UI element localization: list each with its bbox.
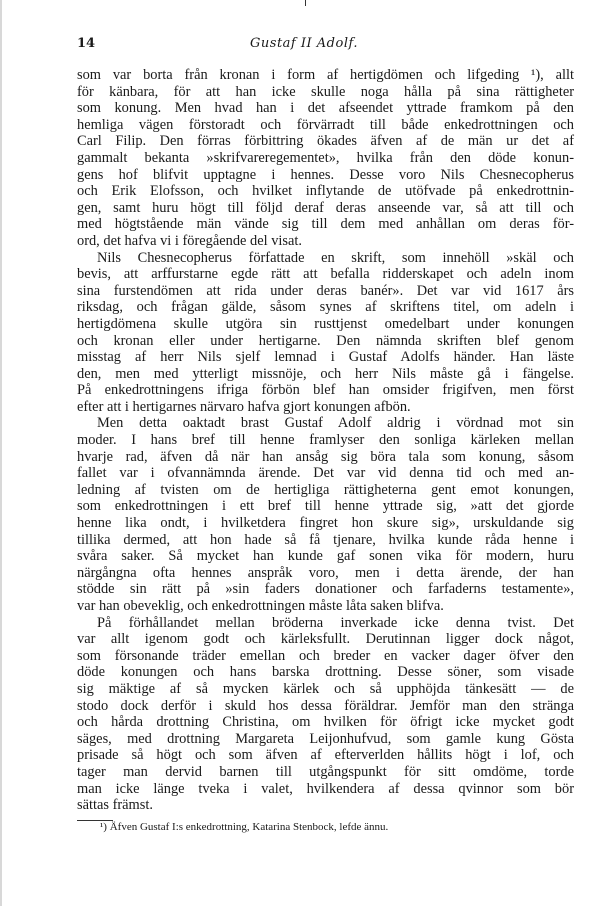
text-line: På förhållandet mellan bröderna inverkade icke denna tvist. Det: [97, 614, 574, 631]
text-line: sina furstendömen att rida under deras banér». Det var vid 1617 års: [77, 282, 574, 299]
text-line: Men detta oaktadt brast Gustaf Adolf aldrig i vördnad mot sin: [97, 415, 574, 432]
text-line: sättas främst.: [77, 797, 153, 814]
text-line: moder. I hans bref till henne framlyser den sonliga kärleken mellan: [77, 432, 574, 449]
text-line: tillika dermed, att hon hade så få tjenare, hvilka kunde råda henne i: [77, 531, 574, 548]
text-line: och kronan eller under hertigarne. Den nämnda skriften blef genom: [77, 332, 574, 349]
text-line: den, men med ytterligt missnöje, och herr Nils måste gå i fängelse.: [77, 365, 574, 382]
text-line: gen, samt huru högt till följd deraf deras anseende var, så att till och: [77, 199, 574, 216]
text-line: var han obeveklig, och enkedrottningen måste låta saken blifva.: [77, 598, 444, 614]
page-number: 14: [77, 36, 96, 51]
text-line: Carl Filip. Den förras förbittring ökades äfven af de män ur det af: [77, 133, 574, 150]
text-line: ord, det hafva vi i föregående del visat.: [77, 232, 302, 249]
text-line: efter att i hertigarnes närvaro hafva gjort konungen afbön.: [77, 398, 411, 415]
text-line: och Erik Elofsson, och hvilket inflytande de utöfvade på enkedrottnin-: [77, 183, 574, 200]
text-line: närgångna ofta hennes anspråk voro, men i detta ärende, der han: [77, 564, 574, 581]
text-line: misstag af herr Nils sjelf lemnad i Gustaf Adolfs händer. Han läste: [77, 349, 574, 366]
text-line: gens hof blifvit upptagne i hennes. Desse voro Nils Chesnecopherus: [77, 166, 574, 183]
text-line: bevis, att arffurstarne egde rätt att befalla ridderskapet och adeln inom: [77, 266, 574, 283]
text-line: stodo dock derför i skuld hos dessa föräldrar. Jemför man den stränga: [77, 697, 574, 714]
text-line: döde konungen och hans barska drottning. Desse söner, som visade: [77, 664, 574, 681]
text-line: med högtstående män vände sig till dem med anhållan om deras för-: [77, 216, 574, 233]
text-line: för känbara, för att han icke skulle noga hålla på sina rättigheter: [77, 83, 574, 100]
text-line: som enkedrottningen i ett bref till henne yttrade sig, »att det gjorde: [77, 498, 574, 515]
text-line: gammalt bekanta »skrifvareregementet», hvilka från den döde konun-: [77, 149, 574, 166]
top-mark: [305, 0, 306, 6]
text-line: fallet var i ofvannämnda ärende. Det var vid denna tid och med an-: [77, 465, 574, 482]
text-line: som var borta från kronan i form af hertigdömen och lifgeding ¹), allt: [77, 67, 574, 83]
text-line: stödde sin rätt på »sin faders donationer och farfaderns testamente»,: [77, 581, 574, 598]
text-line: ledning af tvisten om de hertigliga rättigheterna gent emot konungen,: [77, 481, 574, 498]
text-line: svåra saker. Så mycket han kunde gaf sonen vika för modern, huru: [77, 548, 574, 565]
text-line: På enkedrottningens ifriga förbön blef han omsider frigifven, men först: [77, 382, 574, 399]
page-edge: [0, 0, 2, 906]
text-line: tager man dervid barnen till utgångspunkt för sitt omdöme, torde: [77, 763, 574, 780]
text-line: Nils Chesnecopherus författade en skrift, som innehöll »skäl och: [97, 249, 574, 266]
text-line: sig mäktige af så mycken kärlek och så upphöjda tänkesätt — de: [77, 680, 574, 697]
text-line: hemliga vägen förstoradt och förvärradt till både enkedrottningen och: [77, 116, 574, 133]
body-text: [77, 67, 574, 814]
text-line: henne lika ondt, i hvilketdera fingret hon skure sig», urskuldande sig: [77, 515, 574, 532]
text-line: säges, med drottning Margareta Leijonhufvud, som gamle kung Gösta: [77, 730, 574, 747]
text-line: hvarje rad, äfven då när han ansåg sig böra tala som konung, såsom: [77, 448, 574, 465]
text-line: riksdag, och frågan gälde, såsom synes af skriftens titel, om adeln i: [77, 299, 574, 316]
text-line: man icke länge tveka i valet, hvilkendera af dessa qvinnor som bör: [77, 780, 574, 797]
running-title: Gustaf II Adolf.: [250, 36, 358, 51]
text-line: var allt igenom godt och kärleksfullt. Derutinnan ligger dock något,: [77, 631, 574, 648]
footnote: ¹) Äfven Gustaf I:s enkedrottning, Katarina Stenbock, lefde ännu.: [100, 821, 389, 833]
text-line: och hårda drottning Christina, om hvilken för öfrigt icke mycket godt: [77, 714, 574, 731]
text-line: som konung. Men hvad han i det afseendet yttrade framkom på den: [77, 100, 574, 117]
text-line: som försonande träder emellan och breder en vacker dager öfver den: [77, 647, 574, 664]
text-line: hertigdömena skulle utgöra sin rusttjenst omedelbart under konungen: [77, 315, 574, 332]
text-line: prisade så högt och som äfven af efterverlden hållits högt i lof, och: [77, 747, 574, 764]
